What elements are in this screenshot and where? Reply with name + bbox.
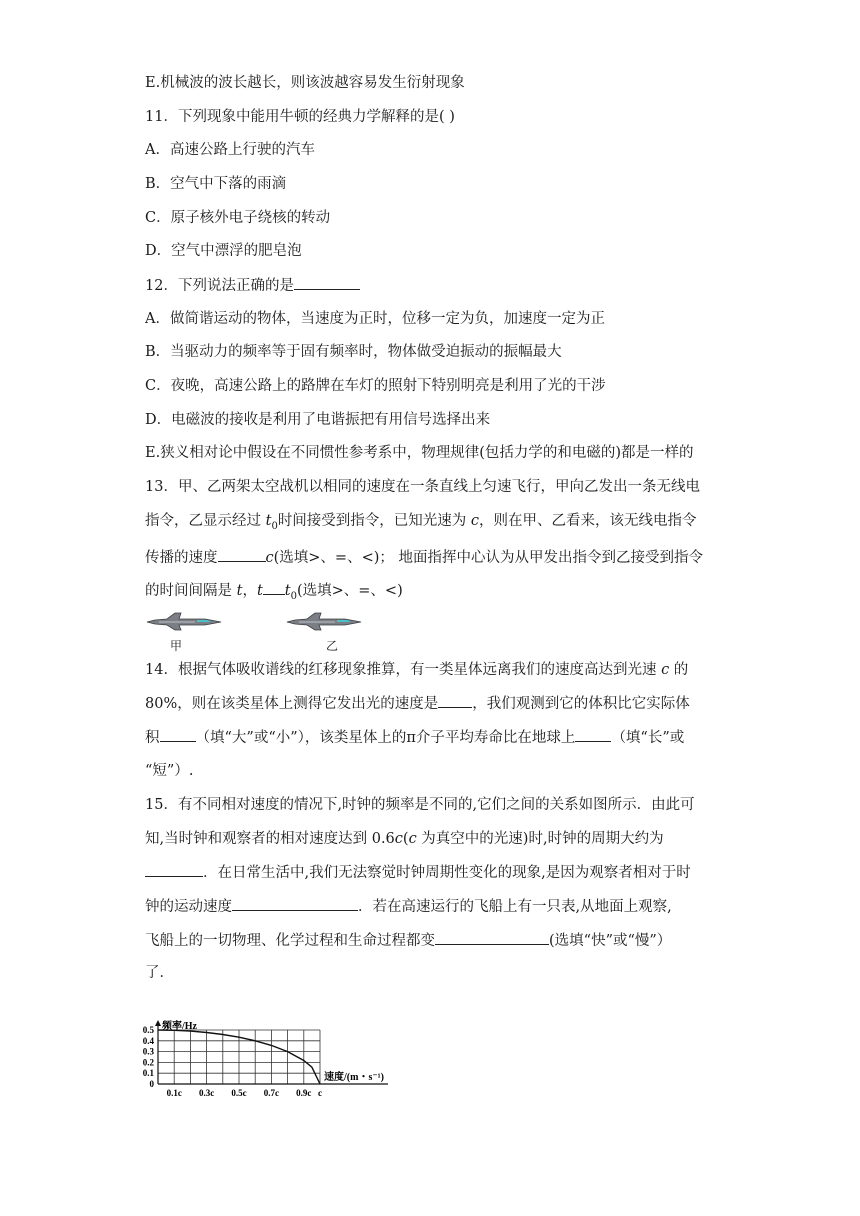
text-run: ．若在高速运行的飞船上有一只表,从地面上观察, [358, 899, 672, 915]
subscript: 0 [271, 520, 278, 532]
y-tick-label: 0.2 [142, 1057, 154, 1068]
question-13-line3 [145, 547, 703, 568]
question-14-line1 [145, 660, 688, 680]
answer-blank [435, 930, 549, 945]
option-12d: D．电磁波的接收是利用了电谐振把有用信号选择出来 [145, 412, 491, 428]
fighter-jet-icon [145, 608, 225, 632]
var-t: t [256, 583, 263, 599]
question-15-line5 [145, 930, 671, 951]
answer-blank [218, 547, 266, 562]
y-axis-arrow [155, 1020, 161, 1026]
question-11: 11．下列现象中能用牛顿的经典力学解释的是( ) [145, 109, 455, 125]
x-tick-label: 0.1c [166, 1088, 182, 1098]
text-run: (选填“快”或“慢”） [549, 933, 672, 949]
question-15-line1: 15．有不同相对速度的情况下,时钟的频率是不同的,它们之间的关系如图所示．由此可 [145, 797, 695, 813]
answer-blank [294, 275, 360, 290]
question-14-line4: “短”）. [145, 763, 194, 779]
x-tick-label: c [318, 1088, 322, 1098]
question-15-line4 [145, 896, 672, 917]
option-11a: A．高速公路上行驶的汽车 [145, 142, 315, 158]
var-t: t [265, 513, 272, 529]
y-tick-label: 0.4 [142, 1035, 154, 1046]
y-tick-label: 0.3 [142, 1046, 154, 1057]
answer-blank [232, 896, 358, 911]
option-12b: B．当驱动力的频率等于固有频率时，物体做受迫振动的振幅最大 [145, 344, 562, 360]
text-run: 传播的速度 [145, 550, 218, 566]
option-11e-prev: E.机械波的波长越长，则该波越容易发生衍射现象 [145, 75, 465, 91]
text-run: 飞船上的一切物理、化学过程和生命过程都变 [145, 933, 435, 949]
text-run: 的 [669, 662, 689, 678]
option-12e: E.狭义相对论中假设在不同惯性参考系中，物理规律(包括力学的和电磁的)都是一样的 [145, 445, 694, 461]
text-run: （填“长”或 [611, 730, 685, 746]
answer-blank [438, 693, 472, 708]
text-run: 为真空中的光速)时,时钟的周期大约为 [416, 831, 664, 847]
question-12 [145, 275, 360, 296]
var-c: c [661, 662, 670, 678]
x-tick-label: 0.9c [296, 1088, 312, 1098]
question-13-line2 [145, 511, 697, 537]
question-14-line2 [145, 693, 690, 714]
text-run: 钟的运动速度 [145, 899, 232, 915]
answer-blank [145, 862, 203, 877]
text-run: (选填>、=、<) [296, 583, 403, 599]
var-t: t [284, 583, 291, 599]
text-run: 知,当时钟和观察者的相对速度达到 0.6 [145, 831, 395, 847]
text-run: （填“大”或“小”），该类星体上的π介子平均寿命比在地球上 [195, 730, 576, 746]
text-run: ( [402, 831, 409, 847]
text-run: ，我们观测到它的体积比它实际体 [472, 696, 690, 712]
var-c: c [408, 831, 417, 847]
plane-label-jia: 甲 [170, 639, 183, 653]
x-tick-label: 0.7c [263, 1088, 280, 1098]
x-axis-label: 速度/(m・s⁻¹) [324, 1072, 384, 1083]
var-c: c [265, 550, 274, 566]
y-axis-label: 频率/Hz [162, 1021, 197, 1032]
text-run: 14．根据气体吸收谱线的红移现象推算，有一类星体远离我们的速度高达到光速 [145, 662, 662, 678]
var-c: c [470, 513, 480, 529]
text-run: 的时间间隔是 [145, 583, 237, 599]
answer-blank [263, 580, 285, 595]
text-run: ．在日常生活中,我们无法察觉时钟周期性变化的现象,是因为观察者相对于时 [203, 865, 691, 881]
answer-blank [160, 727, 196, 742]
subscript: 0 [290, 590, 297, 602]
answer-blank [575, 727, 611, 742]
question-13-line4 [145, 580, 403, 607]
option-11d: D．空气中漂浮的肥皂泡 [145, 243, 302, 259]
var-c: c [394, 831, 403, 847]
y-tick-label: 0.1 [142, 1068, 154, 1079]
question-15-line6: 了． [145, 965, 174, 981]
text-run: ，则在甲、乙看来，该无线电指令 [479, 513, 697, 529]
x-tick-label: 0.5c [231, 1088, 247, 1098]
text-run: (选填>、=、<)； 地面指挥中心认为从甲发出指令到乙接受到指令 [273, 550, 703, 566]
frequency-velocity-chart [138, 1020, 408, 1104]
question-13-line1: 13．甲、乙两架太空战机以相同的速度在一条直线上匀速飞行，甲向乙发出一条无线电 [145, 479, 700, 495]
x-tick-label: 0.3c [198, 1088, 215, 1098]
question-14-line3 [145, 727, 684, 748]
question-15-line3 [145, 862, 691, 883]
y-tick-label: 0.5 [142, 1025, 154, 1035]
question-12-text: 12．下列说法正确的是 [145, 278, 294, 294]
option-12c: C．夜晚，高速公路上的路牌在车灯的照射下特别明亮是利用了光的干涉 [145, 378, 606, 394]
option-11b: B．空气中下落的雨滴 [145, 176, 287, 192]
plane-label-yi: 乙 [326, 639, 339, 653]
fighter-jet-icon [285, 608, 365, 632]
y-tick-label: 0 [149, 1079, 154, 1089]
option-11c: C．原子核外电子绕核的转动 [145, 210, 331, 226]
text-run: 时间接受到指令，已知光速为 [277, 513, 471, 529]
text-run: ， [242, 583, 257, 599]
text-run: 80%，则在该类星体上测得它发出光的速度是 [145, 696, 439, 712]
question-15-line2 [145, 829, 664, 849]
text-run: 积 [145, 730, 160, 746]
option-12a: A．做简谐运动的物体，当速度为正时，位移一定为负，加速度一定为正 [145, 311, 605, 327]
text-run: 指令，乙显示经过 [145, 513, 266, 529]
var-t: t [236, 583, 243, 599]
